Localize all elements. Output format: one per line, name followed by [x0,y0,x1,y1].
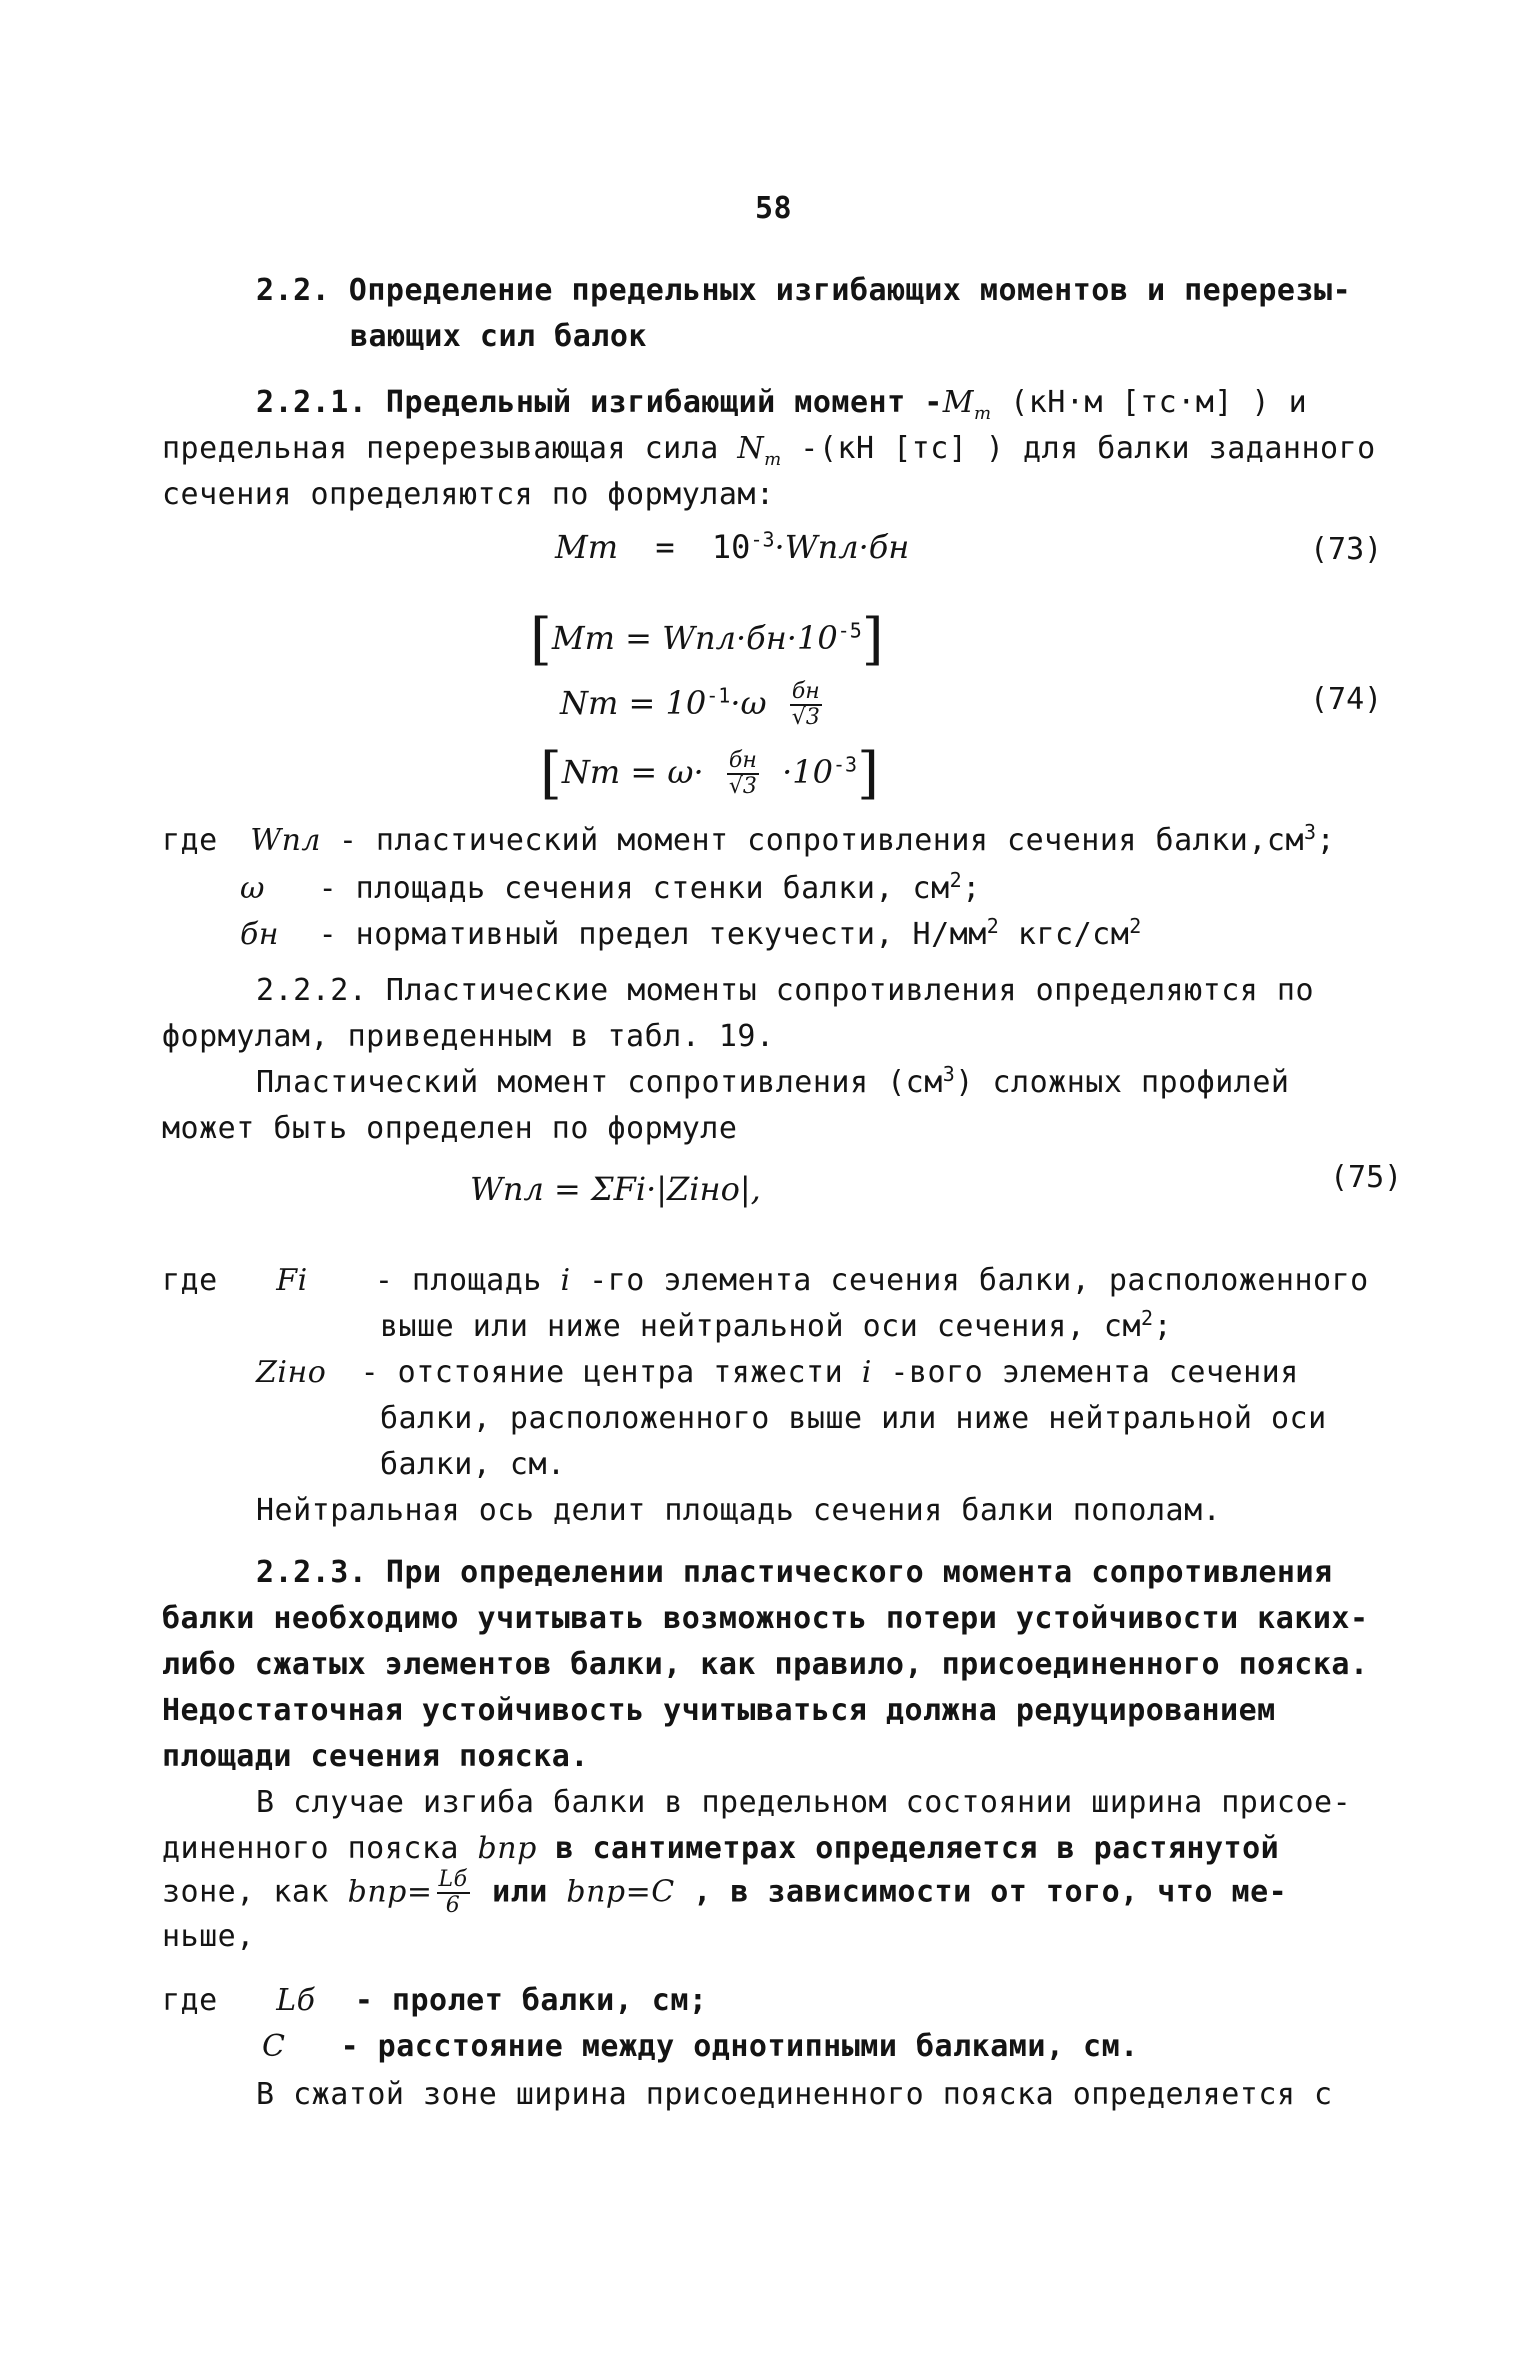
def-sigma [240,912,1142,957]
eq-exp: -5 [837,618,862,643]
def-zino-line2: балки, расположенного выше или ниже нейтральной оси [380,1401,1327,1436]
symbol: Lб [276,1983,316,2018]
def-fi-line2 [380,1304,1172,1349]
numerator: бн [791,679,820,704]
eq-sign: = [655,528,675,566]
para-223-line1: 2.2.3. При определении пластического момента сопротивления [256,1555,1333,1590]
numerator: бн [728,748,757,773]
def-text: - нормативный предел текучести, Н/мм [318,917,987,952]
para-bending-line2 [162,1826,1279,1871]
para-222-line2: формулам, приведенным в табл. 19. [162,1019,775,1054]
equation-75-number: (75) [1330,1160,1403,1195]
punct: ; [962,871,981,906]
symbol: бн [240,917,280,952]
eq-rhs: 10 [711,528,751,566]
para-bending-line4: ньше, [162,1919,255,1954]
punct: ; [1153,1309,1173,1344]
punct: ; [1316,823,1336,858]
def-zino-line3: балки, см. [380,1447,566,1482]
symbol-i: i [861,1355,872,1390]
bracket-right: ] [861,607,884,672]
numerator: Lб [438,1867,468,1892]
text: , в зависимости от того, что ме- [674,1874,1288,1910]
eq-text: ·10 [782,753,833,791]
symbol-sub: т [974,403,992,424]
section-title-line2: вающих сил балок [350,319,647,354]
last-line: В сжатой зоне ширина присоединенного пояска определяется с [256,2077,1333,2112]
neutral-axis-line: Нейтральная ось делит площадь сечения балки пополам. [256,1493,1222,1528]
text: 2.2.1. Предельный изгибающий момент - [256,385,943,420]
eq-exp: -3 [832,752,858,777]
def-text: -вого элемента сечения [871,1355,1299,1390]
eq-text: ·ω [730,684,767,722]
equation-75: Wпл = ΣFi·|Ziно|, [470,1170,761,1208]
para-223-line5: площади сечения пояска. [162,1739,589,1774]
symbol: Wпл [250,823,322,858]
def-fi [162,1258,1369,1303]
def-text: - пластический момент сопротивления сечения балки,см [338,823,1305,858]
text: (кН·м [тс·м] ) и [991,385,1308,420]
def-c [262,2024,1139,2069]
def-text: кгс/см [999,917,1130,952]
def-lb [162,1978,707,2023]
where-label: где [162,1263,218,1298]
eq-exp: -1 [706,683,731,708]
def-text: выше или ниже нейтральной оси сечения, см [380,1309,1142,1344]
symbol: ω [240,871,265,906]
text: или [473,1874,567,1910]
symbol: Ziно [256,1355,327,1390]
text: -(кН [тс] ) для балки заданного [781,431,1376,466]
where-label: где [162,1983,218,2018]
exp: 3 [1304,820,1317,844]
equation-74-line1 [530,607,884,672]
def-zino [256,1350,1299,1395]
bracket-left: [ [540,741,562,806]
exp: 2 [1141,1306,1154,1330]
exp: 2 [986,914,1000,938]
formula: bпр= [347,1874,433,1910]
def-text: -го элемента сечения балки, расположенного [570,1263,1369,1298]
def-wpl [162,818,1335,863]
page-number: 58 [755,191,793,226]
denominator: √3 [728,774,757,799]
fraction [727,749,759,799]
para-223-line4: Недостаточная устойчивость учитываться должна редуцированием [162,1693,1276,1728]
text: предельная перерезывающая сила [162,431,738,466]
text: ) сложных профилей [955,1065,1290,1100]
fraction [437,1868,470,1918]
fraction [790,680,822,730]
eq-text: Nт = 10 [560,684,707,722]
text: Пластический момент сопротивления (см [256,1065,943,1100]
symbol-bpr: bпр [477,1831,537,1866]
bracket-left: [ [530,607,552,672]
symbol-nt: N [737,431,765,466]
denominator: √3 [791,705,820,730]
where-label: где [162,823,218,858]
section-title-line1: 2.2. Определение предельных изгибающих моментов и перерезы- [256,273,1352,308]
eq-rhs-b: ·Wпл·бн [774,528,910,566]
def-text: - пролет балки, см; [354,1983,708,2018]
equation-74-line3 [540,741,879,806]
text: зоне, как [162,1874,348,1910]
exp: 2 [1129,914,1142,938]
symbol-i: i [560,1263,571,1298]
eq-lhs: Mт [555,528,619,566]
bracket-right: ] [857,741,879,806]
symbol-mt: M [942,385,974,420]
def-text: - площадь [374,1263,561,1298]
para-221-line3: сечения определяются по формулам: [162,477,775,512]
symbol-sub: т [764,449,782,470]
para-bending-line1: В случае изгиба балки в предельном состоянии ширина присое- [256,1785,1352,1820]
def-text: - расстояние между однотипными балками, см. [340,2029,1139,2064]
formula: bпр=C [566,1874,675,1910]
equation-74-line2 [560,680,826,730]
equation-73 [555,528,909,566]
para-223-line2: балки необходимо учитывать возможность потери устойчивости каких- [162,1601,1369,1636]
symbol: C [262,2029,286,2064]
eq-text: Mт = Wпл·бн·10 [551,619,838,657]
denominator: 6 [445,1893,461,1918]
symbol: Fi [276,1263,308,1298]
def-omega [240,866,981,911]
para-222-line4: может быть определен по формуле [162,1111,738,1146]
def-text: - площадь сечения стенки балки, см [318,871,950,906]
text: в сантиметрах определяется в растянутой [536,1831,1280,1866]
equation-74-number: (74) [1310,682,1383,717]
exp: 3 [942,1062,956,1086]
para-223-line3: либо сжатых элементов балки, как правило, присоединенного пояска. [162,1647,1369,1682]
para-222-line3 [256,1060,1289,1105]
para-bending-line3 [162,1868,1287,1918]
exp: 2 [949,868,963,892]
eq-text: Nт = ω· [561,753,704,791]
def-text: - отстояние центра тяжести [360,1355,862,1390]
text: диненного пояска [162,1831,478,1866]
para-222-line1: 2.2.2. Пластические моменты сопротивления определяются по [256,973,1315,1008]
equation-73-number: (73) [1310,532,1383,567]
eq-exp: -3 [750,527,775,552]
